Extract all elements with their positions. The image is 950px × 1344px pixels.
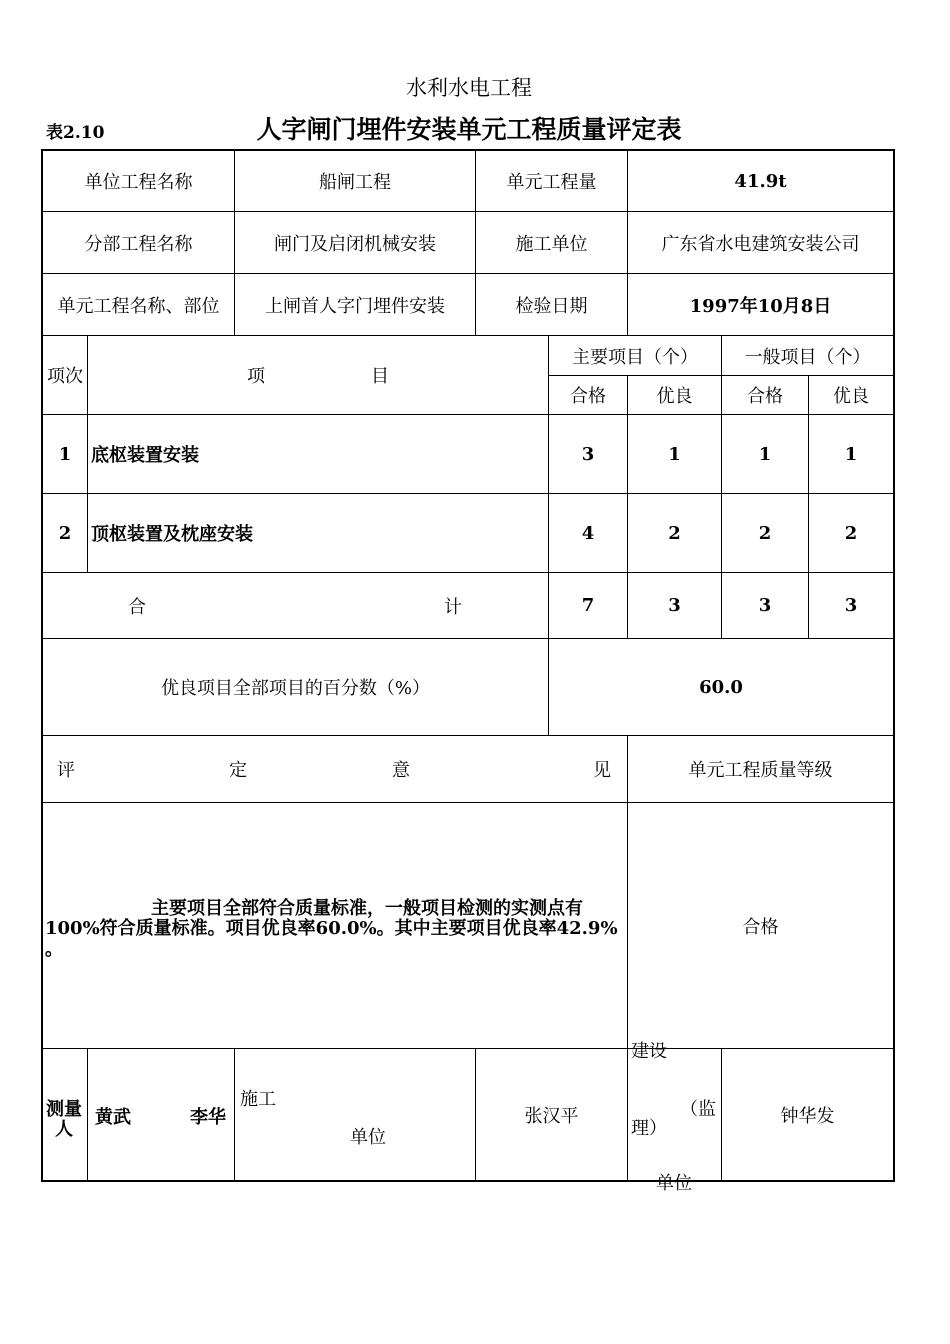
total-label-1: 合 xyxy=(128,596,146,618)
row-1-main-ok: 3 xyxy=(581,443,595,465)
construction-person: 张汉平 xyxy=(524,1105,579,1127)
main-excellent-header: 优良 xyxy=(656,386,693,407)
surveyor-label-1: 测量 xyxy=(46,1099,82,1120)
quality-grade-label: 单元工程质量等级 xyxy=(688,760,833,781)
row-1-main-ex: 1 xyxy=(668,443,681,465)
row-2-main-ok: 4 xyxy=(581,522,595,544)
row-1-gen-ex: 1 xyxy=(844,443,858,465)
row-2-main-ex: 2 xyxy=(668,522,681,544)
opinion-line-1: 主要项目全部符合质量标准，一般项目检测的实测点有 xyxy=(151,898,583,919)
contractor-value: 广东省水电建筑安装公司 xyxy=(661,233,860,255)
sub-project-label: 分部工程名称 xyxy=(84,233,193,255)
row-2-name: 顶枢装置及枕座安装 xyxy=(91,524,253,545)
row-1-no: 1 xyxy=(58,443,72,465)
surveyor-1: 黄武 xyxy=(95,1107,131,1128)
unit-quantity-label: 单元工程量 xyxy=(506,172,597,193)
supervision-label-3: 理） xyxy=(631,1118,667,1139)
table-number: 表2.10 xyxy=(46,123,105,143)
sub-project-value: 闸门及启闭机械安装 xyxy=(274,233,436,255)
opinion-char-2: 定 xyxy=(229,760,247,781)
main-items-header: 主要项目（个） xyxy=(572,346,698,368)
row-2-no: 2 xyxy=(58,522,72,544)
general-items-header: 一般项目（个） xyxy=(744,346,871,368)
element-label: 单元工程名称、部位 xyxy=(57,295,220,317)
opinion-char-4: 见 xyxy=(593,760,611,781)
quality-grade-value: 合格 xyxy=(742,916,779,938)
col-index-header: 项次 xyxy=(47,366,83,387)
row-1-name: 底枢装置安装 xyxy=(91,445,199,466)
surveyor-label-2: 人 xyxy=(55,1119,73,1140)
general-excellent-header: 优良 xyxy=(833,386,869,407)
total-main-ok: 7 xyxy=(581,595,595,616)
row-2-gen-ok: 2 xyxy=(758,522,772,544)
main-qualified-header: 合格 xyxy=(570,386,606,407)
construction-label-2: 单位 xyxy=(350,1127,386,1148)
construction-label-1: 施工 xyxy=(240,1089,276,1110)
opinion-line-2: 100%符合质量标准。项目优良率60.0%。其中主要项目优良率42.9% xyxy=(45,918,618,939)
general-qualified-header: 合格 xyxy=(747,386,783,407)
total-main-ex: 3 xyxy=(668,595,681,616)
contractor-label: 施工单位 xyxy=(515,233,588,255)
supervision-label-clip xyxy=(628,1041,721,1194)
row-2-gen-ex: 2 xyxy=(844,522,858,544)
org-title: 水利水电工程 xyxy=(406,76,532,100)
opinion-char-1: 评 xyxy=(57,760,75,781)
unit-quantity-value: 41.9t xyxy=(734,170,787,192)
supervision-label-4: 单位 xyxy=(656,1173,692,1194)
col-item-header-2: 目 xyxy=(371,366,389,387)
total-label-2: 计 xyxy=(444,596,462,618)
surveyor-2: 李华 xyxy=(190,1107,226,1128)
inspect-date-value: 1997年10月8日 xyxy=(689,295,832,317)
unit-project-label: 单位工程名称 xyxy=(84,172,193,193)
total-gen-ok: 3 xyxy=(758,595,772,616)
col-item-header-1: 项 xyxy=(247,366,265,387)
supervision-person: 钟华发 xyxy=(780,1105,835,1127)
opinion-line-3: 。 xyxy=(45,939,63,960)
unit-project-value: 船闸工程 xyxy=(319,172,391,193)
total-gen-ex: 3 xyxy=(844,595,858,616)
row-1-gen-ok: 1 xyxy=(758,443,772,465)
excellent-percentage-label: 优良项目全部项目的百分数（%） xyxy=(160,678,431,699)
supervision-label-1: 建设 xyxy=(631,1041,667,1062)
opinion-char-3: 意 xyxy=(392,760,410,781)
page-title: 人字闸门埋件安装单元工程质量评定表 xyxy=(256,115,682,144)
excellent-percentage-value: 60.0 xyxy=(699,676,743,698)
supervision-label-2: （监 xyxy=(680,1099,716,1120)
inspect-date-label: 检验日期 xyxy=(515,295,588,317)
element-value: 上闸首人字门埋件安装 xyxy=(265,295,445,317)
